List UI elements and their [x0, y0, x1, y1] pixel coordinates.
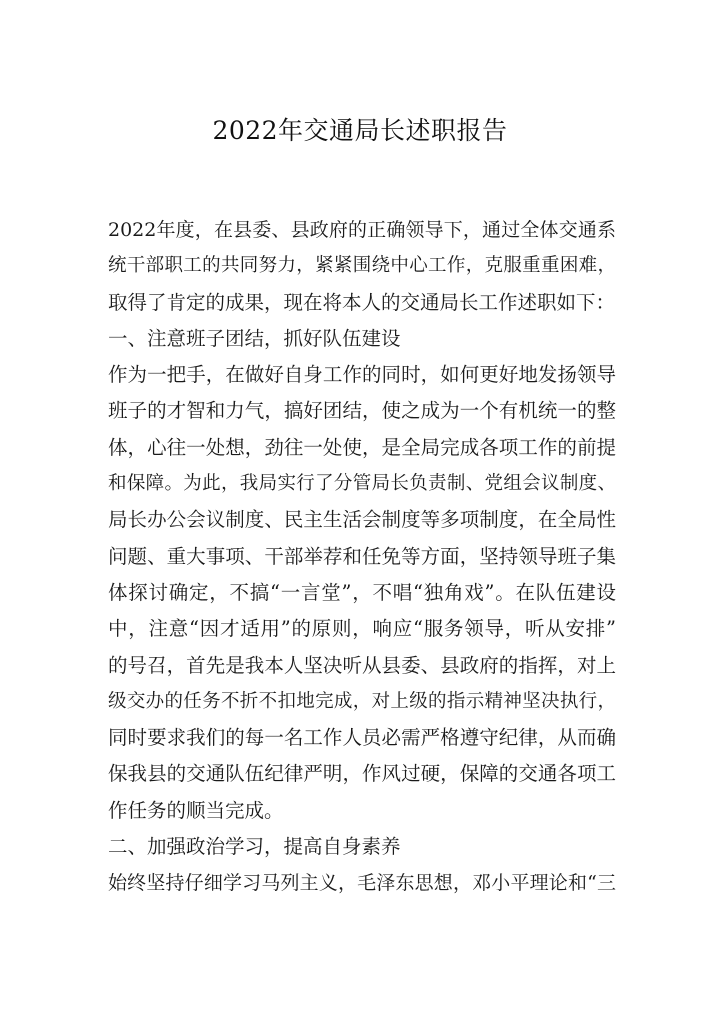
body-line: 体探讨确定，不搞“一言堂”，不唱“独角戏”。在队伍建设 [108, 580, 616, 604]
body-line: 班子的才智和力气，搞好团结，使之成为一个有机统一的整 [108, 399, 616, 423]
body-line: 的号召，首先是我本人坚决听从县委、县政府的指挥，对上 [108, 653, 616, 677]
document-body [108, 212, 616, 902]
body-line: 和保障。为此，我局实行了分管局长负责制、党组会议制度、 [108, 473, 616, 495]
section-heading-1: 一、注意班子团结，抓好队伍建设 [108, 326, 401, 350]
body-line: 级交办的任务不折不扣地完成，对上级的指示精神坚决执行， [108, 690, 616, 712]
body-line: 局长办公会议制度、民主生活会制度等多项制度，在全局性 [108, 508, 616, 532]
body-line: 统干部职工的共同努力，紧紧围绕中心工作，克服重重困难， [108, 255, 616, 277]
body-line: 问题、重大事项、干部举荐和任免等方面，坚持领导班子集 [108, 544, 616, 568]
section-heading-2: 二、加强政治学习，提高自身素养 [108, 835, 401, 859]
body-line: 始终坚持仔细学习马列主义，毛泽东思想，邓小平理论和“三 [108, 872, 616, 895]
body-line: 同时要求我们的每一名工作人员必需严格遵守纪律，从而确 [108, 726, 616, 750]
body-line: 中，注意“因才适用”的原则，响应“服务领导，听从安排” [108, 617, 616, 641]
body-line: 作任务的顺当完成。 [108, 798, 284, 822]
document-title: 2022年交通局长述职报告 [212, 116, 508, 145]
body-line: 2022年度，在县委、县政府的正确领导下，通过全体交通系 [108, 219, 616, 241]
body-line: 取得了肯定的成果，现在将本人的交通局长工作述职如下： [108, 290, 616, 314]
body-line: 作为一把手，在做好自身工作的同时，如何更好地发扬领导 [108, 363, 616, 387]
body-line: 保我县的交通队伍纪律严明，作风过硬，保障的交通各项工 [108, 762, 616, 786]
body-line: 体，心往一处想，劲往一处使，是全局完成各项工作的前提 [108, 435, 616, 459]
